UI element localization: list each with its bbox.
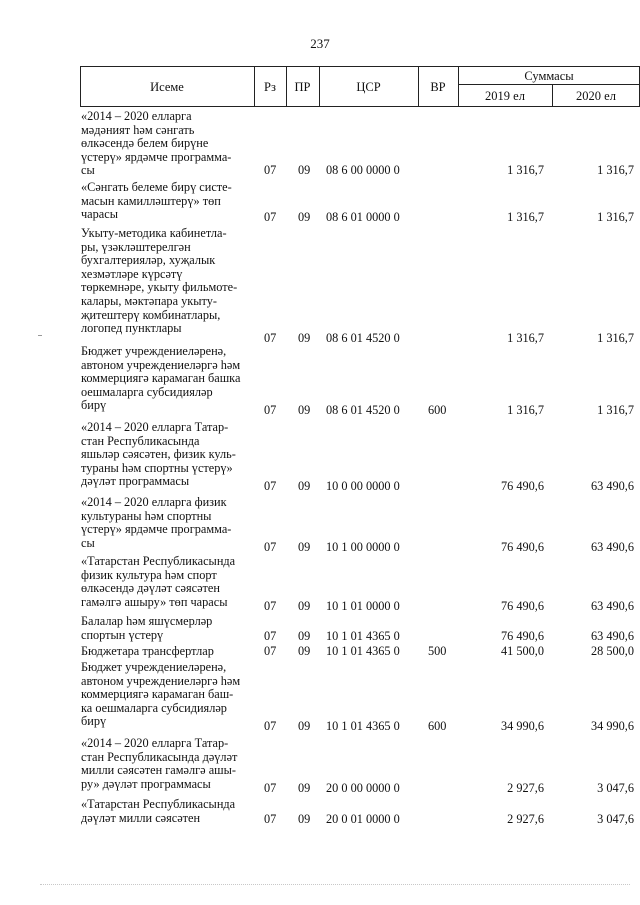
row-name: Бюджетара трансфертлар [81,644,214,658]
row-csr: 10 1 01 4365 0 [326,629,400,643]
row-pr: 09 [298,599,311,613]
row-name: «2014 – 2020 елларга Татар- стан Республикасында дәүләт милли сәясәтен гамәлгә ашы- ру» дәүләт программасы [81,736,238,791]
row-csr: 08 6 00 0000 0 [326,163,400,177]
header-2020: 2020 ел [576,89,616,103]
row-csr: 10 1 01 4365 0 [326,719,400,733]
row-csr: 10 1 01 0000 0 [326,599,400,613]
scan-mark [38,335,42,336]
row-pr: 09 [298,403,311,417]
row-sum-2020: 63 490,6 [590,629,634,643]
row-sum-2019: 1 316,7 [507,403,544,417]
header-mid-rule [458,84,640,85]
row-rz: 07 [264,719,277,733]
row-sum-2019: 2 927,6 [507,781,544,795]
row-pr: 09 [298,163,311,177]
row-sum-2020: 1 316,7 [597,403,634,417]
row-sum-2019: 1 316,7 [507,210,544,224]
row-rz: 07 [264,599,277,613]
row-csr: 08 6 01 4520 0 [326,403,400,417]
row-sum-2020: 1 316,7 [597,163,634,177]
row-name: Укыту-методика кабинетла- ры, үзәкләштерелгән бухгалтерияләр, хуҗалык хезмәтләре күрсәтү төркемнәре, укыту фильмоте- калары, мәктәпара укыту- җитештерү комбинатлары, логопед пунктлары [81,226,238,336]
row-sum-2019: 1 316,7 [507,163,544,177]
row-sum-2019: 41 500,0 [500,644,544,658]
row-csr: 20 0 01 0000 0 [326,812,400,826]
row-rz: 07 [264,479,277,493]
page-number: 237 [310,36,330,51]
header-bottom-rule [80,106,640,107]
row-sum-2019: 2 927,6 [507,812,544,826]
row-sum-2020: 34 990,6 [590,719,634,733]
row-name: Бюджет учреждениеләренә, автоном учреждениеләргә һәм коммерциягә карамаган башка оешмаларга субсидияләр бирү [81,344,241,413]
header-2019: 2019 ел [485,89,525,103]
row-pr: 09 [298,479,311,493]
row-rz: 07 [264,210,277,224]
row-sum-2019: 76 490,6 [500,629,544,643]
row-csr: 08 6 01 0000 0 [326,210,400,224]
row-csr: 10 1 01 4365 0 [326,644,400,658]
row-vr: 600 [428,403,447,417]
row-sum-2019: 34 990,6 [500,719,544,733]
header-rz: Рз [264,80,276,94]
row-rz: 07 [264,403,277,417]
row-name: Балалар һәм яшүсмерләр спортын үстерү [81,614,213,642]
row-vr: 500 [428,644,447,658]
row-sum-2020: 3 047,6 [597,781,634,795]
row-sum-2020: 1 316,7 [597,210,634,224]
row-name: «Сәнгать белеме бирү систе- масын камилләштерү» төп чарасы [81,180,232,222]
scan-edge-noise [40,884,630,886]
row-name: «2014 – 2020 елларга мәдәният һәм сәнгать өлкәсендә белем бирүне үстерү» ярдәмче программа- сы [81,109,232,178]
row-pr: 09 [298,210,311,224]
row-sum-2019: 76 490,6 [500,599,544,613]
row-vr: 600 [428,719,447,733]
row-csr: 10 1 00 0000 0 [326,540,400,554]
row-csr: 20 0 00 0000 0 [326,781,400,795]
row-sum-2020: 63 490,6 [590,479,634,493]
header-csr: ЦСР [356,80,381,94]
header-pr: ПР [294,80,311,94]
row-rz: 07 [264,781,277,795]
row-rz: 07 [264,644,277,658]
row-sum-2020: 3 047,6 [597,812,634,826]
row-pr: 09 [298,781,311,795]
row-sum-2020: 63 490,6 [590,540,634,554]
header-name: Исеме [150,80,184,94]
header-top-rule [80,66,640,67]
row-pr: 09 [298,629,311,643]
row-sum-2020: 63 490,6 [590,599,634,613]
row-sum-2019: 76 490,6 [500,479,544,493]
row-pr: 09 [298,331,311,345]
row-rz: 07 [264,331,277,345]
row-sum-2020: 1 316,7 [597,331,634,345]
header-vr: ВР [430,80,446,94]
row-rz: 07 [264,812,277,826]
row-csr: 08 6 01 4520 0 [326,331,400,345]
row-name: Бюджет учреждениеләренә, автоном учреждениеләргә һәм коммерциягә карамаган баш- ка оешмаларга субсидияләр бирү [81,660,241,729]
row-pr: 09 [298,812,311,826]
row-rz: 07 [264,629,277,643]
row-name: «Татарстан Республикасында физик культура һәм спорт өлкәсендә дәүләт сәясәтен гамәлгә ашыру» төп чарасы [81,554,236,609]
row-sum-2019: 1 316,7 [507,331,544,345]
row-pr: 09 [298,540,311,554]
row-rz: 07 [264,163,277,177]
row-sum-2019: 76 490,6 [500,540,544,554]
row-csr: 10 0 00 0000 0 [326,479,400,493]
row-pr: 09 [298,644,311,658]
row-name: «2014 – 2020 елларга Татар- стан Республикасында яшьләр сәясәтен, физик куль- тураны һәм спортны үстерү» дәүләт программасы [81,420,236,489]
header-sums: Суммасы [524,69,574,83]
row-sum-2020: 28 500,0 [590,644,634,658]
row-name: «2014 – 2020 елларга физик культураны һәм спортны үстерү» ярдәмче программа- сы [81,495,232,550]
row-rz: 07 [264,540,277,554]
row-pr: 09 [298,719,311,733]
row-name: «Татарстан Республикасында дәүләт милли сәясәтен [81,797,236,825]
